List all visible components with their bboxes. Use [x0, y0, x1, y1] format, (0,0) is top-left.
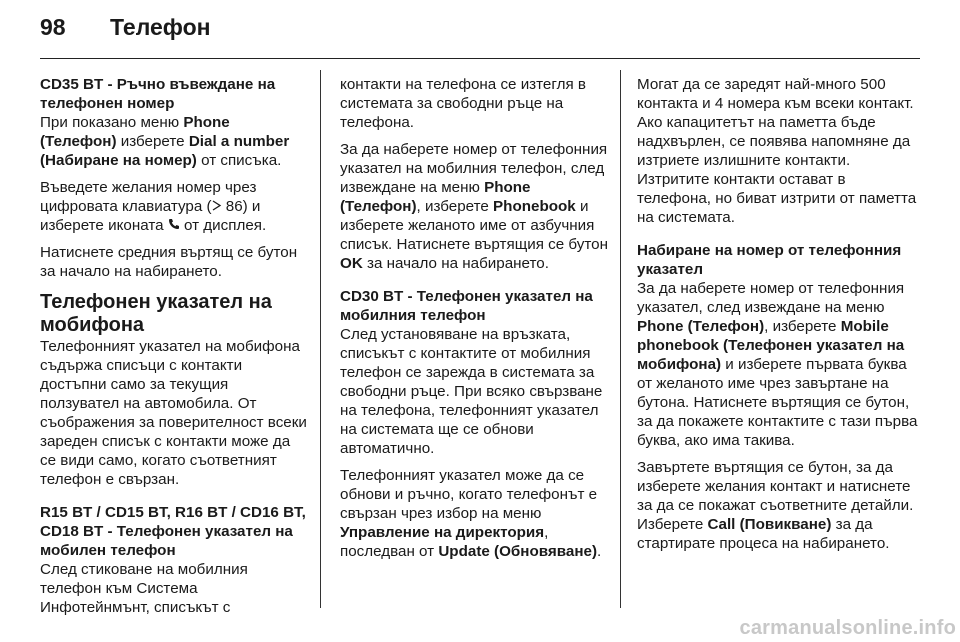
text: от дисплея.: [179, 217, 267, 234]
text: .: [597, 543, 602, 560]
text: изберете: [116, 133, 189, 150]
page-header: [40, 14, 211, 41]
column-1: [40, 75, 308, 625]
menu-term: Mobile phonebook (Телефонен указател на мобифона): [637, 318, 905, 373]
column-divider-2: [620, 70, 621, 608]
header-divider: [40, 58, 920, 59]
column-3: [637, 75, 920, 561]
paragraph: [637, 279, 920, 450]
menu-term: Phone (Телефон): [340, 179, 531, 215]
text: , изберете: [764, 318, 841, 335]
paragraph: [340, 466, 608, 561]
column-2: [340, 75, 608, 569]
section-heading-r15: R15 BT / CD15 BT, R16 BT / CD16 BT, CD18 BT - Телефонен указател на мобилен телефон: [40, 504, 306, 559]
watermark: carmanualsonline.info: [739, 617, 956, 639]
menu-term: Phone (Телефон): [40, 114, 230, 150]
section-title-phonebook: Телефонен указател на мобифона: [40, 291, 272, 336]
paragraph: Могат да се заредят най-много 500 контакта и 4 номера към всеки контакт. Ако капацитетът на паметта бъде надхвърлен, се появява напомняне да изтриете излишните контакти. Изтритите контакти остават в телефона, но биват изтрити от паметта на системата.: [637, 76, 917, 226]
text: , последван от: [340, 524, 549, 560]
paragraph: [637, 458, 920, 553]
text: 86) и изберете иконата: [40, 198, 261, 234]
paragraph: [340, 140, 608, 273]
text: за начало на набирането.: [362, 255, 549, 272]
menu-term: Phone (Телефон): [637, 318, 765, 335]
paragraph: След установяване на връзката, списъкът с контактите от мобилния телефон се зарежда в системата за свободни ръце. При всяко свързване на телефона, телефонният указател на системата ще се обнови автоматично.: [340, 326, 603, 457]
text: Въведете желания номер чрез цифровата клавиатура (: [40, 179, 257, 215]
column-divider-1: [320, 70, 321, 608]
menu-term: Управление на директория: [340, 524, 545, 541]
text: При показано меню: [40, 114, 184, 131]
text: Телефонният указател може да се обнови и ръчно, когато телефонът е свързан чрез избор на меню: [340, 467, 598, 522]
paragraph: След стиковане на мобилния телефон към Система Инфотейнмънт, списъкът с: [40, 561, 248, 616]
page-number: 98: [40, 14, 66, 40]
text: и изберете първата буква от желаното име чрез завъртане на бутона. Натиснете въртящия се бутон, за да покажете контактите с тази първа буква, ако има такива.: [637, 356, 918, 449]
text: за да стартирате процеса на набирането.: [637, 516, 890, 552]
paragraph: контакти на телефона се изтегля в системата за свободни ръце на телефона.: [340, 76, 586, 131]
paragraph: Натиснете средния въртящ се бутон за начало на набирането.: [40, 244, 298, 280]
page-title: Телефон: [110, 14, 211, 40]
section-heading-cd35: CD35 BT - Ръчно въвеждане на телефонен номер: [40, 76, 276, 112]
menu-term: Dial a number (Набиране на номер): [40, 133, 290, 169]
text: За да наберете номер от телефонния указател, след извеждане на меню: [637, 280, 905, 316]
text: , изберете: [416, 198, 494, 215]
paragraph: Телефонният указател на мобифона съдържа списъци с контакти достъпни само за текущия ползувател на автомобила. От съображения за поверителност всеки зареден списък с контакти може да се види само, когато съответният телефон е свързан.: [40, 338, 307, 488]
reference-arrow-icon: [212, 197, 222, 216]
menu-term: OK: [340, 255, 363, 272]
paragraph: [40, 178, 308, 235]
text: от списъка.: [196, 152, 282, 169]
text: и изберете желаното име от азбучния списък. Натиснете въртящия се бутон: [340, 198, 608, 253]
section-heading-cd30: CD30 BT - Телефонен указател на мобилния телефон: [340, 288, 593, 324]
menu-term: Update (Обновяване): [438, 543, 597, 560]
menu-term: Call (Повикване): [707, 516, 832, 533]
menu-term: Phonebook: [493, 198, 576, 215]
text: За да наберете номер от телефонния указател на мобилния телефон, след извеждане на меню: [340, 141, 608, 196]
paragraph: [40, 113, 308, 170]
phone-icon: [168, 216, 180, 235]
section-heading-dialing: Набиране на номер от телефонния указател: [637, 242, 902, 278]
text: Завъртете въртящия се бутон, за да изберете желания контакт и натиснете за да се покажат съответните детайли. Изберете: [637, 459, 914, 533]
